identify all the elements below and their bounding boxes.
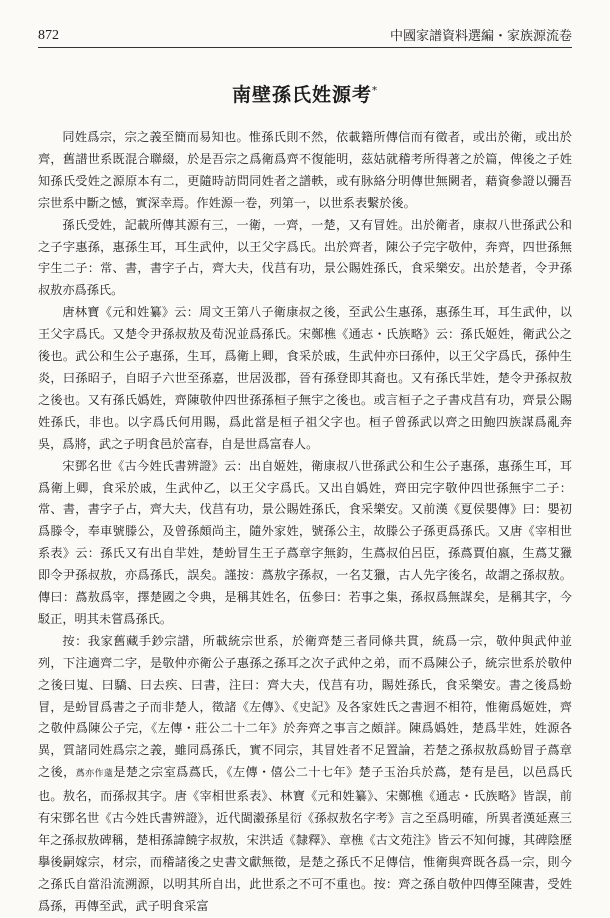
title-text: 南壁孫氏姓源考 xyxy=(231,84,372,106)
page-number: 872 xyxy=(38,28,59,43)
title-footnote-mark: * xyxy=(372,85,378,97)
paragraph-5 xyxy=(38,631,572,918)
paragraph-2: 孫氏受姓，記載所傳其源有三，一衛，一齊，一楚，又有冒姓。出於衛者，康叔八世孫武公和之子字惠孫，惠孫生耳，耳生武仲，以王父字爲氏。出於齊者，陳公子完字敬仲，奔齊，四世孫無宇生二子：常、書，書字子占，齊大夫，伐莒有功，景公賜姓孫氏，食采樂安。出於楚者，令尹孫叔敖亦爲孫氏。 xyxy=(38,217,572,298)
article-body xyxy=(38,127,572,918)
paragraph-1: 同姓爲宗，宗之義至簡而易知也。惟孫氏則不然，依載籍所傳信而有徵者，或出於衛，或出於齊，舊譜世系既混合聯綴，於是吾宗之爲衛爲齊不復能明，茲姑就稽考所得著之於篇，俾後之子姓知孫氏受姓之源原本有二，更隨時訪問同姓者之譜軼，或有脉絡分明傳世無闕者，藉資參證以彌吾宗世系中斷之憾，實深幸焉。作姓源一卷，列第一，以世系表繫於後。 xyxy=(38,130,572,210)
paragraph-4: 宋鄧名世《古今姓氏書辨證》云：出自姬姓，衛康叔八世孫武公和生公子惠孫，惠孫生耳，耳爲衛上卿，食采於戚，生武仲乙，以王父字爲氏。又出自嬀姓，齊田完字敬仲四世孫無宇二子：常、書，書字子占，齊大夫，伐莒有功，景公賜姓孫氏，食采樂安。又前漢《夏侯嬰傳》曰：嬰初爲滕令，奉車號滕公，及曾孫頗尚主，隨外家姓，號孫公主，故滕公子孫更爲孫氏。又唐《宰相世系表》云：孫氏又有出自羋姓，楚蚡冒生王子蔿章字無鈞，生蔿叔伯呂臣，孫蔿賈伯嬴，生蔿艾獵即令尹孫叔敖，亦爲孫氏，誤矣。謹按：蔿敖字孫叔，一名艾獵，古人先字後名，故謂之孫叔敖。傳曰：蔿敖爲宰，擇楚國之令典，是稱其姓名，伍參曰：若事之集，孫叔爲無謀矣，是稱其字，今駁正，明其未嘗爲孫氏。 xyxy=(38,458,572,626)
inline-note: 蔿亦作薳 xyxy=(75,769,114,780)
header-rule xyxy=(38,47,572,48)
paragraph-5-continued: 是楚之宗室爲蔿氏，《左傳・僖公二十七年》楚子玉治兵於蔿，楚有是邑，以邑爲氏也。敖名，而孫叔其字。唐《宰相世系表》、林寶《元和姓纂》、宋鄭樵《通志・氏族略》皆誤，前有宋鄧名世《古今姓氏書辨證》，近代閩瀫孫星衍《孫叔敖名字考》言之至爲明確，所異者漢延熹三年之孫叔敖碑稱，楚相孫諱饒字叔敖，宋洪适《隸釋》、章樵《古文苑注》皆云不知何據，其碑陰歷擧後嗣嫁宗，材宗，而稽諸後之史書文獻無徵，是楚之孫氏不足傳信，惟衛與齊既各爲一宗，則今之孫氏自當沿流溯源，以明其所自出，此世系之不可不重也。按：齊之孫自敬仲四傳至陳書，受姓爲孫，再傳至武，武子明食采富 xyxy=(38,765,572,913)
running-title: 中國家譜資料選編・家族源流卷 xyxy=(389,29,572,44)
article-title xyxy=(0,80,610,107)
running-header xyxy=(38,22,572,44)
paragraph-5-text: 按：我家舊藏手鈔宗譜，所載統宗世系，於衛齊楚三者同條共貫，統爲一宗，敬仲與武仲並列，下注適齊二字，是敬仲亦衛公子惠孫之孫耳之次子武仲之弟，而不爲陳公子，統宗世系於敬仲之後曰嵬、曰驕、曰去疾、曰書，注曰：齊大夫，伐莒有功，賜姓孫氏，食采樂安。書之後爲蚡冒，是蚡冒爲書之子而非楚人，徵諸《左傳》、《史記》及各家姓氏之書迥不相符，惟衛爲姬姓，齊之敬仲爲陳公子完，《左傳・莊公二十二年》於奔齊之事言之頗詳。陳爲嬀姓，楚爲羋姓，姓源各異，質諸同姓爲宗之義，雖同爲孫氏，實不同宗，其冒姓者不足置論，若楚之孫叔敖爲蚡冒子蔿章之後， xyxy=(38,633,572,780)
paragraph-3: 唐林寶《元和姓纂》云：周文王第八子衛康叔之後，至武公生惠孫，惠孫生耳，耳生武仲，以王父字爲氏。又楚令尹孫叔敖及荀況並爲孫氏。宋鄭樵《通志・氏族略》云：孫氏姬姓，衛武公之後也。武公和生公子惠孫，生耳，爲衛上卿，食采於戚，生武仲亦曰孫仲，以王父字爲氏，孫仲生炎，曰孫昭子，自昭子六世至孫嘉，世居汲郡，晉有孫登即其裔也。又有孫氏羋姓，楚令尹孫叔敖之後也。又有孫氏嬀姓，齊陳敬仲四世孫孫桓子無宇之後也。或言桓子之子書戍莒有功，齊景公賜姓孫氏，非也。以字爲氏何用賜，爲此當是桓子祖父字也。桓子曾孫武以齊之田鮑四族謀爲亂奔吳，爲將，武之子明食邑於富春，自是世爲富春人。 xyxy=(38,305,572,451)
